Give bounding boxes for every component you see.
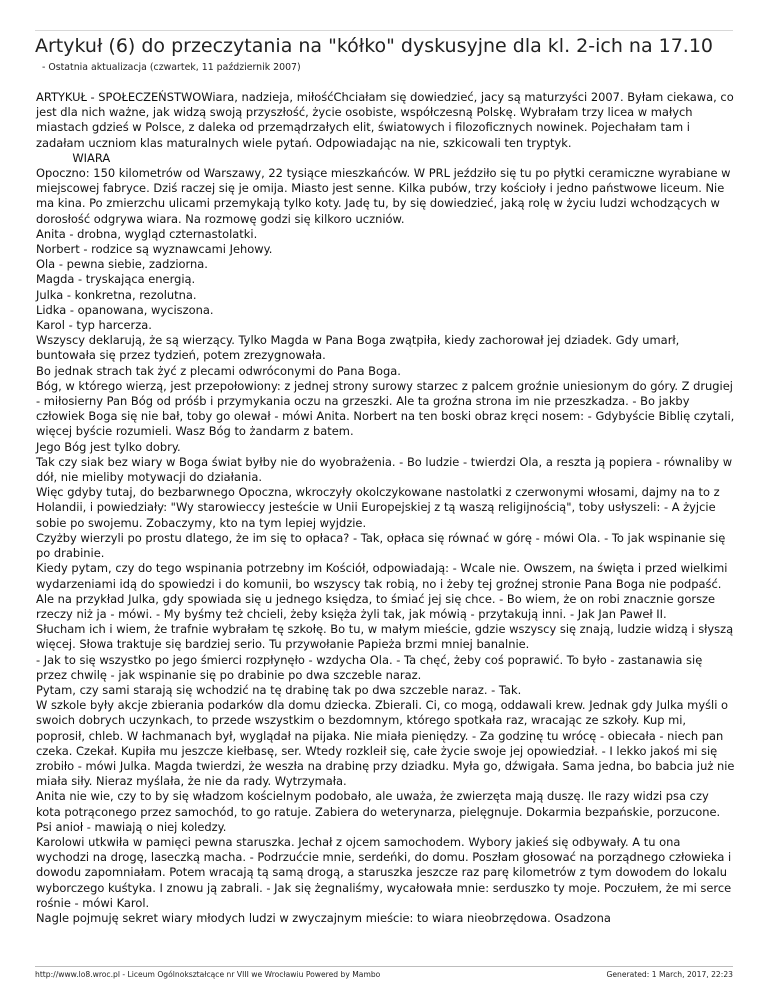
paragraph: Lidka - opanowana, wyciszona. bbox=[36, 302, 214, 317]
paragraph: Karolowi utkwiła w pamięci pewna staruszka. Jechał z ojcem samochodem. Wybory jakieś się odbywały. A tu ona wychodzi na drogę, laseczką macha. - Podrzućcie mnie, serdeńki, do domu. Poszłam głosować na porządnego człowieka i dowodu zapomniałam. Potem wracają tą samą drogą, a staruszka jeszcze raz parę kilometrów z tym dowodem do lokalu wyborczego kuśtyka. I znowu ją zabrali. - Jak się żegnaliśmy, wycałowała mnie: serduszko ty moje. Poczułem, że mi serce rośnie - mówi Karol. bbox=[36, 834, 732, 910]
footer-generated: Generated: 1 March, 2017, 22:23 bbox=[606, 970, 733, 979]
footer-source: http://www.lo8.wroc.pl - Liceum Ogólnokształcące nr VIII we Wrocławiu Powered by Mambo bbox=[35, 970, 381, 979]
top-rule bbox=[35, 30, 733, 31]
paragraph: Słucham ich i wiem, że trafnie wybrałam tę szkołę. Bo tu, w małym mieście, gdzie wszyscy się znają, ludzie widzą i słyszą więcej. Słowa traktuje się bardziej serio. Tu przywołanie Papieża brzmi mniej banalnie. bbox=[36, 622, 734, 652]
paragraph: W szkole były akcje zbierania podarków dla domu dziecka. Zbierali. Ci, co mogą, oddawali krew. Jednak gdy Julka myśli o swoich dobrych uczynkach, to przede wszystkim o bezdomnym, którego spotkała raz, wracając ze szkoły. Kup mi, poprosił, chleb. W łachmanach był, wyglądał na pijaka. Nie miała pieniędzy. - Za godzinę tu wrócę - obiecała - niech pan czeka. Czekał. Kupiła mu jeszcze kiełbasę, ser. Wtedy rozkleił się, całe życie swoje jej opowiedział. - I lekko jakoś mi się zrobiło - mówi Julka. Magda twierdzi, że weszła na drabinę przy dziadku. Myła go, dźwigała. Sama jedna, bo babcia już nie miała siły. Nieraz myślała, że nie da rady. Wytrzymała. bbox=[36, 698, 735, 789]
paragraph: Bo jednak strach tak żyć z plecami odwróconymi do Pana Boga. bbox=[36, 363, 401, 378]
paragraph: Anita - drobna, wygląd czternastolatki. bbox=[36, 226, 258, 241]
paragraph: Wszyscy deklarują, że są wierzący. Tylko Magda w Pana Boga zwątpiła, kiedy zachorował jej dziadek. Gdy umarł, buntowała się przez tydzień, potem zrezygnowała. bbox=[36, 333, 680, 363]
paragraph: - Jak to się wszystko po jego śmierci rozpłynęło - wzdycha Ola. - Ta chęć, żeby coś poprawić. To było - zastanawia się przez chwilę - jak wspinanie się po drabinie po dwa szczeble naraz. bbox=[36, 652, 703, 682]
paragraph: Nagle pojmuję sekret wiary młodych ludzi w zwyczajnym mieście: to wiara nieobrzędowa. Osadzona bbox=[36, 910, 611, 925]
paragraph: Jego Bóg jest tylko dobry. bbox=[36, 439, 181, 454]
paragraph: Czyżby wierzyli po prostu dlatego, że im się to opłaca? - Tak, opłaca się równać w górę - mówi Ola. - To jak wspinanie się po drabinie. bbox=[36, 530, 726, 561]
article-body bbox=[36, 90, 736, 926]
paragraph: ARTYKUŁ - SPOŁECZEŃSTWOWiara, nadzieja, miłośćChciałam się dowiedzieć, jacy są maturzyści 2007. Byłam ciekawa, co jest dla nich ważne, jak widzą swoją przyszłość, życie osobiste, współczesną Polskę. Wybrałam trzy licea w małych miastach gdzieś w Polsce, z daleka od przemądrzałych elit, światowych i filozoficznych nowinek. Pojechałam tam i zadałam uczniom klas maturalnych wiele pytań. Odpowiadając na nie, szkicowali ten tryptyk. bbox=[36, 90, 734, 150]
paragraph: Karol - typ harcerza. bbox=[36, 318, 152, 333]
paragraph: Więc gdyby tutaj, do bezbarwnego Opoczna, wkroczyły okolczykowane nastolatki z czerwonymi włosami, dajmy na to z Holandii, i powiedziały: "Wy starowieccy jesteście w Unii Europejskiej z tą waszą religijnością", toby usłyszeli: - A żyjcie sobie po swojemu. Zobaczymy, kto na tym lepiej wyjdzie. bbox=[36, 485, 720, 530]
paragraph: Norbert - rodzice są wyznawcami Jehowy. bbox=[36, 242, 273, 257]
section-heading: WIARA bbox=[36, 150, 111, 165]
paragraph: Bóg, w którego wierzą, jest przepołowiony: z jednej strony surowy starzec z palcem groźnie uniesionym do góry. Z drugiej - miłosierny Pan Bóg od próśb i przymykania oczu na grzeszki. Ale ta groźna strona im nie przeszkadza. - Bo jakby człowiek Boga się nie bał, toby go olewał - mówi Anita. Norbert na ten boski obraz kręci nosem: - Gdybyście Biblię czytali, więcej byście rozumieli. Wasz Bóg to żandarm z batem. bbox=[36, 378, 735, 439]
paragraph: Pytam, czy sami starają się wchodzić na tę drabinę tak po dwa szczeble naraz. - Tak. bbox=[36, 682, 522, 697]
article-title: Artykuł (6) do przeczytania na "kółko" dyskusyjne dla kl. 2-ich na 17.10 bbox=[35, 35, 714, 57]
last-updated: - Ostatnia aktualizacja (czwartek, 11 październik 2007) bbox=[42, 62, 301, 73]
paragraph: Ola - pewna siebie, zadziorna. bbox=[36, 257, 208, 272]
paragraph: Julka - konkretna, rezolutna. bbox=[36, 287, 197, 302]
paragraph: Opoczno: 150 kilometrów od Warszawy, 22 tysiące mieszkańców. W PRL jeździło się tu po płytki ceramiczne wyrabiane w miejscowej fabryce. Dziś raczej się je omija. Miasto jest senne. Kilka pubów, trzy kościoły i jedno państwowe liceum. Nie ma kina. Po zmierzchu ulicami przemykają tylko koty. Jadę tu, by się dowiedzieć, jaką rolę w życiu ludzi wchodzących w dorosłość odgrywa wiara. Na rozmowę godzi się kilkoro uczniów. bbox=[36, 166, 731, 226]
paragraph: Kiedy pytam, czy do tego wspinania potrzebny im Kościół, odpowiadają: - Wcale nie. Owszem, na święta i przed wielkimi wydarzeniami idą do spowiedzi i do komunii, bo wszyscy tak robią, no i żeby tej groźnej stronie Pana Boga nie podpaść. Ale na przykład Julka, gdy spowiada się u jednego księdza, to śmiać jej się chce. - Bo wiem, że on robi znacznie gorsze rzeczy niż ja - mówi. - My byśmy też chcieli, żeby księża żyli tak, jak mówią - przytakują inni. - Jak Jan Paweł II. bbox=[36, 561, 728, 621]
paragraph: Anita nie wie, czy to by się władzom kościelnym podobało, ale uważa, że zwierzęta mają duszę. Ile razy widzi psa czy kota potrąconego przez samochód, to go ratuje. Zabiera do weterynarza, pielęgnuje. Dokarmia bezpańskie, porzucone. Psi anioł - mawiają o niej koledzy. bbox=[36, 789, 721, 834]
footer-rule bbox=[35, 966, 733, 967]
paragraph: Magda - tryskająca energią. bbox=[36, 272, 196, 287]
paragraph: Tak czy siak bez wiary w Boga świat byłby nie do wyobrażenia. - Bo ludzie - twierdzi Ola, a reszta ją popiera - równaliby w dół, nie mieliby motywacji do działania. bbox=[36, 454, 733, 485]
